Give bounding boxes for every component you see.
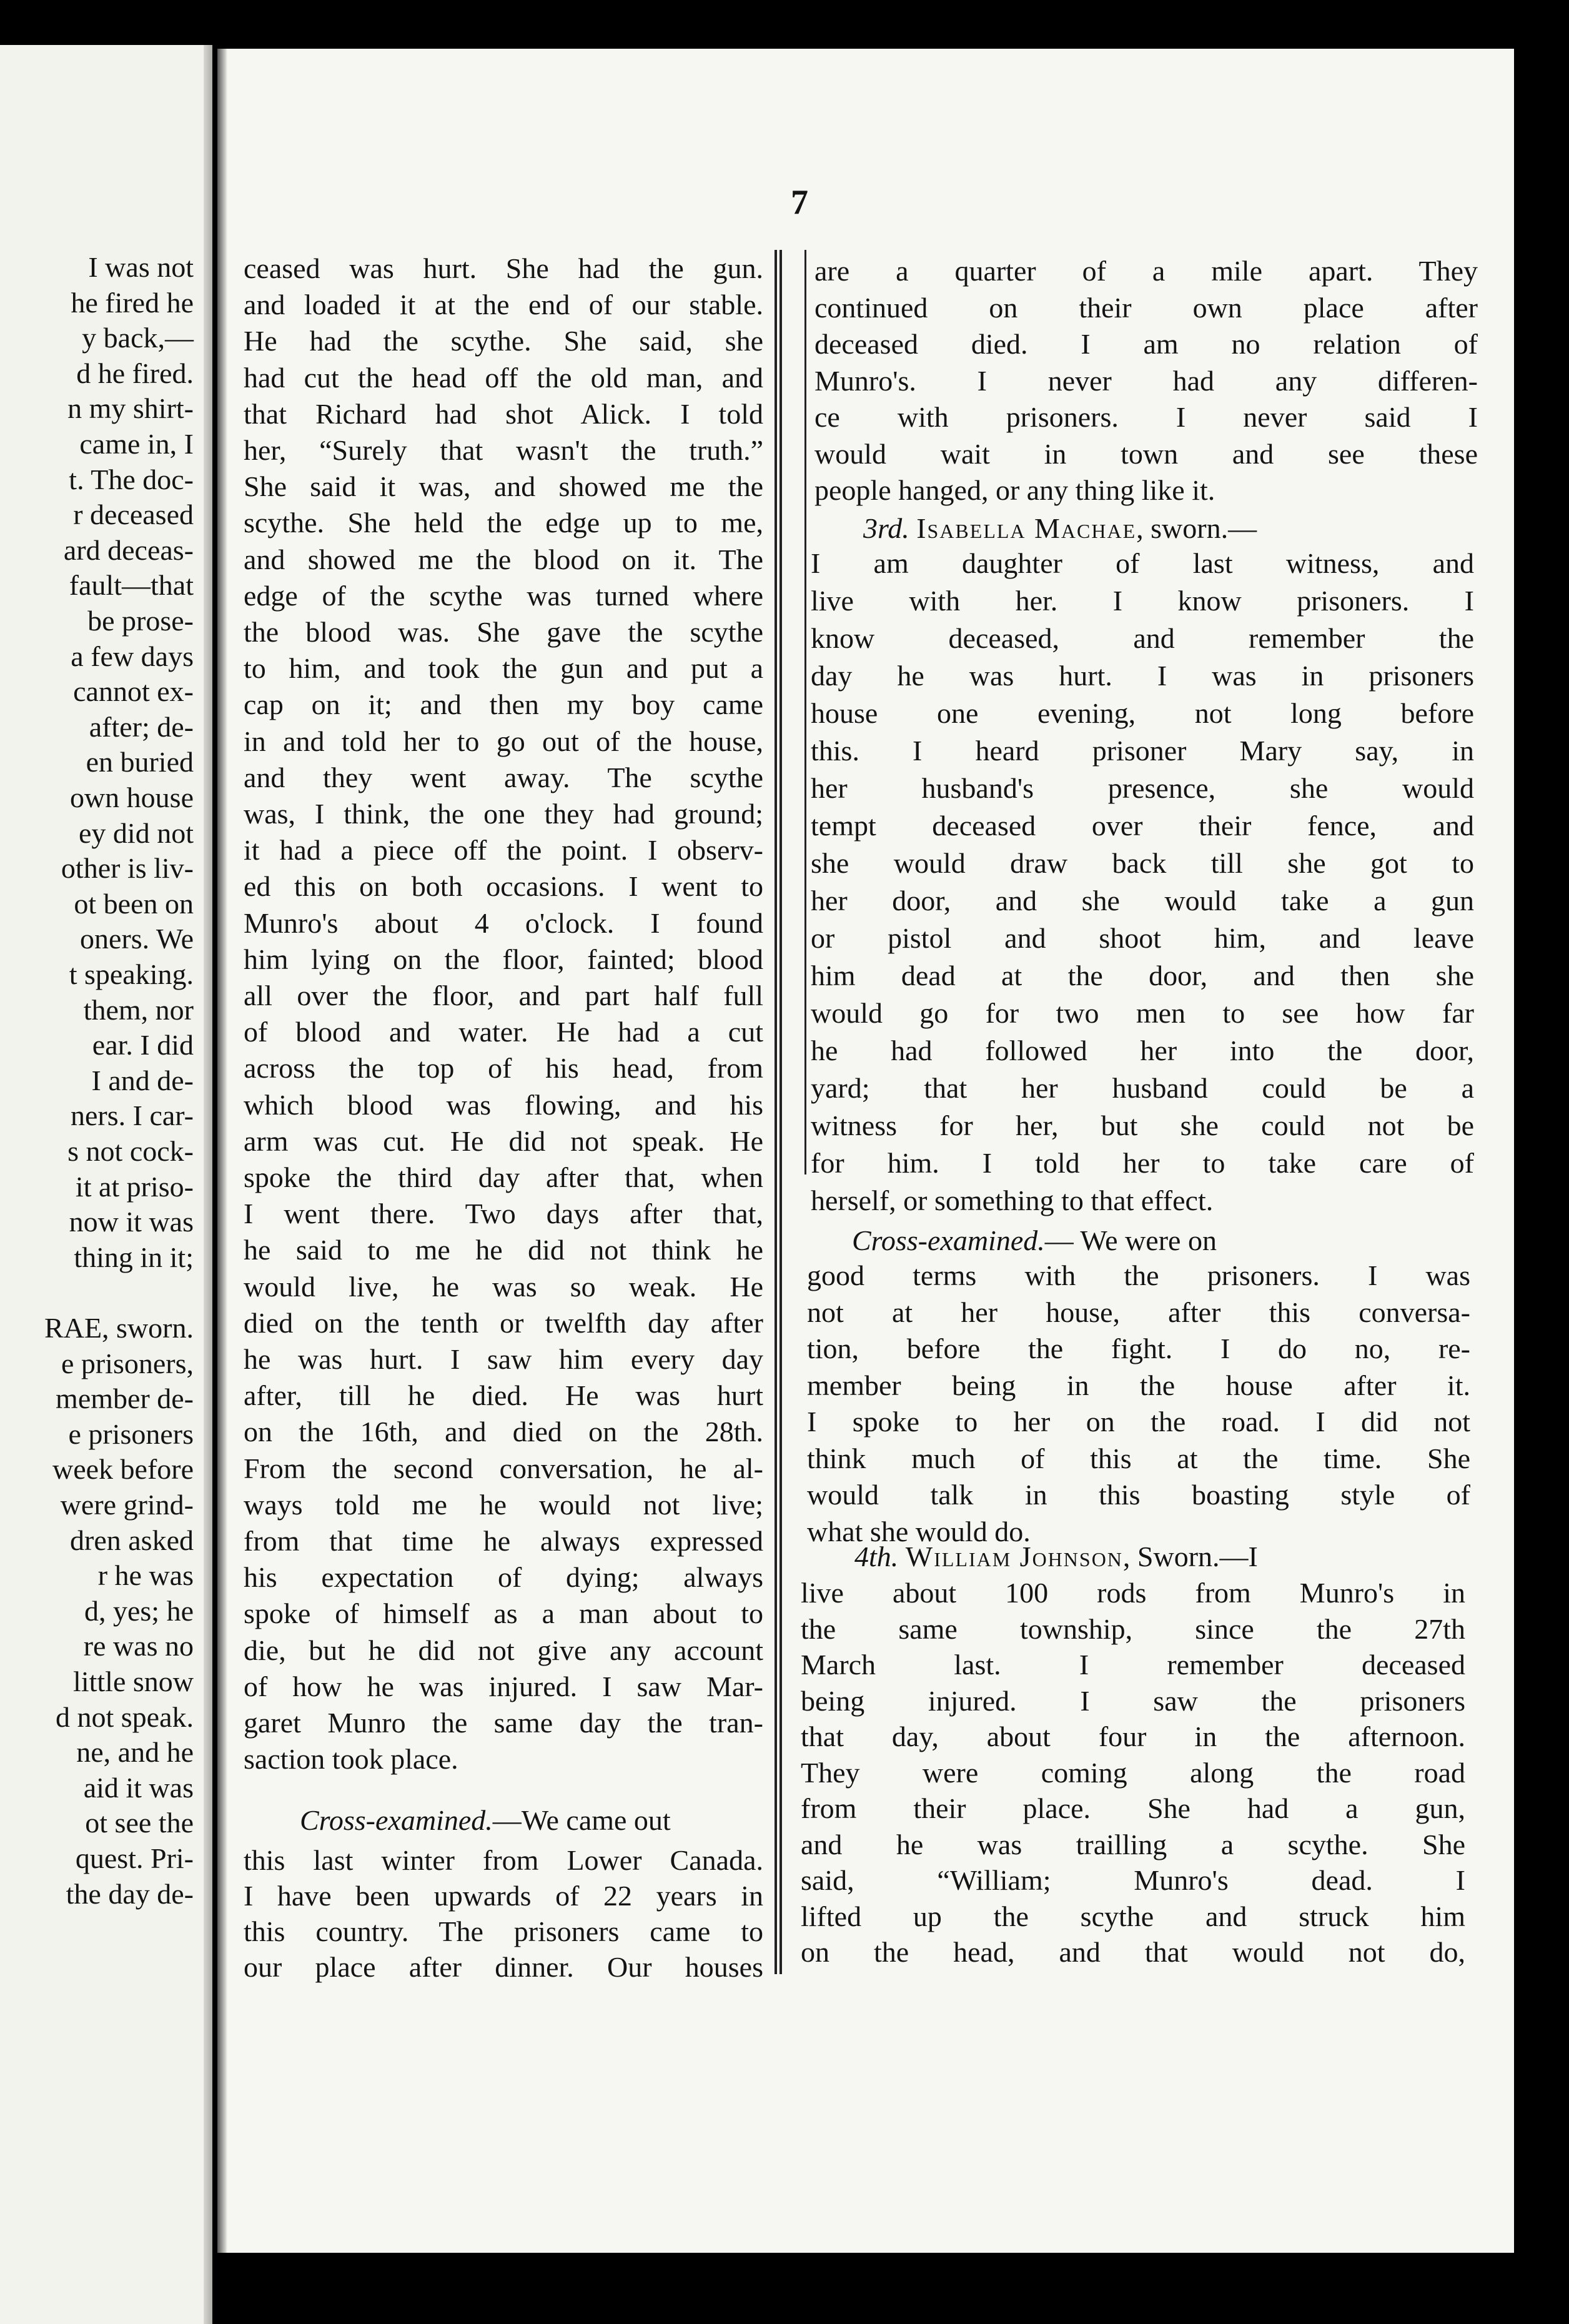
column-1-line: and loaded it at the end of our stable.: [244, 289, 763, 321]
witness-3-sworn: , sworn.—: [1136, 512, 1257, 544]
left-fragment-line: he fired he: [71, 286, 194, 319]
column-2-line: know deceased, and remember the: [811, 622, 1474, 654]
left-fragment-line: came in, I: [79, 428, 194, 460]
column-2-line: continued on their own place after: [814, 291, 1478, 324]
column-2-line: her husband's presence, she would: [811, 772, 1474, 804]
column-2-line: I spoke to her on the road. I did not: [807, 1406, 1470, 1438]
column-1-line: arm was cut. He did not speak. He: [244, 1125, 763, 1157]
column-1-line: it had a piece off the point. I observ-: [244, 834, 763, 867]
column-1-line: was, I think, the one they had ground;: [244, 798, 763, 830]
witness-3-heading: [813, 510, 1477, 547]
column-1-line: ceased was hurt. She had the gun.: [244, 252, 763, 284]
column-1-line: this last winter from Lower Canada.: [244, 1844, 763, 1876]
left-fragment-line: I was not: [88, 251, 194, 283]
left-fragment-line: y back,—: [82, 322, 194, 354]
column-2-line: deceased died. I am no relation of: [814, 328, 1478, 360]
column-2-line: tion, before the fight. I do no, re-: [807, 1333, 1470, 1364]
column-2-line: from their place. She had a gun,: [801, 1792, 1465, 1824]
witness-3-name: Isabella Machae: [916, 512, 1137, 544]
column-1-line: saction took place.: [244, 1743, 458, 1775]
cross-examined-text-1: —We came out: [492, 1804, 671, 1836]
right-page: [217, 49, 1514, 2253]
column-1-line: of how he was injured. I saw Mar-: [244, 1670, 763, 1702]
column-2-line: house one evening, not long before: [811, 697, 1474, 729]
column-1-line: cap on it; and then my boy came: [244, 688, 763, 721]
column-1-line: and showed me the blood on it. The: [244, 543, 763, 575]
left-fragment-line: thing in it;: [74, 1241, 194, 1273]
column-1-line: of blood and water. He had a cut: [244, 1016, 763, 1048]
column-2-line: he had followed her into the door,: [811, 1035, 1474, 1066]
column-2-line: or pistol and shoot him, and leave: [811, 922, 1474, 954]
cross-examined-label-2: Cross-examined.: [852, 1224, 1045, 1256]
column-2-line: good terms with the prisoners. I was: [807, 1259, 1470, 1291]
left-fragment-line: member de-: [56, 1383, 194, 1415]
column-1-line: that Richard had shot Alick. I told: [244, 397, 763, 430]
column-2-line: ce with prisoners. I never said I: [814, 401, 1478, 433]
column-2-line: Munro's. I never had any differen-: [814, 364, 1478, 397]
left-fragment-line: a few days: [71, 640, 194, 672]
column-2-line: him dead at the door, and then she: [811, 960, 1474, 991]
column-1-line: She said it was, and showed me the: [244, 470, 763, 503]
page-number: 7: [791, 183, 808, 222]
left-fragment-line: now it was: [69, 1206, 194, 1238]
left-fragment-line: d, yes; he: [84, 1594, 194, 1627]
column-1-line: had cut the head off the old man, and: [244, 361, 763, 394]
left-fragment-line: ners. I car-: [70, 1100, 194, 1132]
left-page-fragment: [0, 45, 212, 2324]
column-1-line: in and told her to go out of the house,: [244, 725, 763, 757]
left-fragment-line: d not speak.: [55, 1701, 194, 1733]
column-1-line: after, till he died. He was hurt: [244, 1379, 763, 1412]
column-2-line: being injured. I saw the prisoners: [801, 1684, 1465, 1717]
column-2-line: I am daughter of last witness, and: [811, 547, 1474, 579]
column-2-line: would wait in town and see these: [814, 437, 1478, 470]
column-2-line: that day, about four in the afternoon.: [801, 1721, 1465, 1752]
column-1-line: across the top of his head, from: [244, 1052, 763, 1085]
column-2-line: They were coming along the road: [801, 1756, 1465, 1789]
column-2-line: she would draw back till she got to: [811, 847, 1474, 879]
left-fragment-line: them, nor: [83, 993, 194, 1026]
cross-examined-1: [270, 1802, 763, 1839]
left-fragment-line: other is liv-: [61, 852, 194, 885]
left-fragment-line: were grind-: [60, 1489, 194, 1521]
left-fragment-line: en buried: [86, 746, 194, 778]
column-2-line: said, “William; Munro's dead. I: [801, 1864, 1465, 1896]
left-fragment-line: s not cock-: [67, 1135, 194, 1167]
column-1-line: ways told me he would not live;: [244, 1488, 763, 1521]
cross-examined-text-2: — We were on: [1044, 1224, 1217, 1256]
left-fragment-line: re was no: [83, 1630, 194, 1662]
cross-examined-2: [804, 1222, 1468, 1259]
column-2-line: tempt deceased over their fence, and: [811, 810, 1474, 842]
column-1-line: I went there. Two days after that,: [244, 1198, 763, 1230]
column-1-line: the blood was. She gave the scythe: [244, 616, 763, 648]
left-fragment-line: I and de-: [91, 1064, 194, 1096]
left-fragment-line: week before: [52, 1453, 194, 1486]
column-2-line: not at her house, after this conversa-: [807, 1296, 1470, 1328]
column-2-line: this. I heard prisoner Mary say, in: [811, 735, 1474, 767]
left-fragment-line: ey did not: [79, 817, 194, 849]
witness-3-ordinal: 3rd.: [863, 512, 909, 544]
left-fragment-line: e prisoners,: [61, 1347, 194, 1379]
column-1-line: spoke of himself as a man about to: [244, 1597, 763, 1630]
column-2-line: March last. I remember deceased: [801, 1649, 1465, 1681]
column-2-line: would talk in this boasting style of: [807, 1479, 1470, 1511]
column-1-line: would live, he was so weak. He: [244, 1270, 763, 1303]
column-rule-1b: [780, 250, 782, 1974]
left-fragment-line: ne, and he: [76, 1736, 194, 1769]
witness-4-heading: [802, 1538, 1467, 1576]
left-fragment-line: r deceased: [73, 499, 194, 531]
column-1-line: from that time he always expressed: [244, 1525, 763, 1557]
column-2-line: day he was hurt. I was in prisoners: [811, 660, 1474, 692]
left-fragment-line: cannot ex-: [73, 675, 194, 708]
left-fragment-line: e prisoners: [68, 1418, 194, 1450]
spine-shadow: [217, 49, 227, 2253]
left-fragment-line: r he was: [97, 1559, 194, 1592]
column-2-line: witness for her, but she could not be: [811, 1110, 1474, 1141]
column-1-line: edge of the scythe was turned where: [244, 579, 763, 612]
cross-examined-label-1: Cross-examined.: [300, 1804, 493, 1836]
left-fragment-line: d he fired.: [76, 357, 194, 389]
column-1-line: garet Munro the same day the tran-: [244, 1707, 763, 1739]
column-2-line: the same township, since the 27th: [801, 1612, 1465, 1645]
column-1-line: this country. The prisoners came to: [244, 1915, 763, 1947]
witness-4-sworn: , Sworn.—I: [1122, 1541, 1258, 1572]
column-1-line: he said to me he did not think he: [244, 1234, 763, 1266]
column-1-line: his expectation of dying; always: [244, 1561, 763, 1594]
column-2-line: her door, and she would take a gun: [811, 885, 1474, 916]
column-1-line: all over the floor, and part half full: [244, 980, 763, 1011]
left-fragment-line: the day de-: [66, 1877, 194, 1910]
left-page-gutter: [204, 45, 212, 2324]
left-fragment-line: quest. Pri-: [75, 1842, 194, 1874]
left-fragment-line: aid it was: [83, 1771, 194, 1804]
left-fragment-line: ear. I did: [92, 1029, 194, 1061]
column-2-line: yard; that her husband could be a: [811, 1072, 1474, 1104]
column-2-line: live about 100 rods from Munro's in: [801, 1577, 1465, 1609]
witness-4-name: William Johnson: [905, 1541, 1123, 1572]
column-2-line: and he was trailling a scythe. She: [801, 1828, 1465, 1860]
column-2-line: for him. I told her to take care of: [811, 1147, 1474, 1179]
left-fragment-line: be prose-: [87, 605, 194, 637]
left-fragment-line: little snow: [73, 1666, 194, 1697]
left-fragment-line: own house: [69, 782, 194, 813]
left-fragment-line: RAE, sworn.: [44, 1312, 194, 1344]
column-1-line: he was hurt. I saw him every day: [244, 1343, 763, 1375]
column-2-line: what she would do.: [807, 1515, 1031, 1547]
column-1-line: to him, and took the gun and put a: [244, 652, 763, 685]
left-fragment-line: after; de-: [89, 710, 194, 743]
column-1-line: I have been upwards of 22 years in: [244, 1880, 763, 1912]
column-1-line: spoke the third day after that, when: [244, 1161, 763, 1193]
column-1-line: die, but he did not give any account: [244, 1634, 763, 1666]
left-fragment-line: ot see the: [85, 1807, 194, 1839]
column-1-line: him lying on the floor, fainted; blood: [244, 943, 763, 975]
column-1-line: our place after dinner. Our houses: [244, 1951, 763, 1983]
column-2-line: member being in the house after it.: [807, 1369, 1470, 1401]
left-fragment-line: oners. We: [80, 923, 194, 955]
column-2-line: herself, or something to that effect.: [811, 1184, 1214, 1216]
column-1-line: From the second conversation, he al-: [244, 1452, 763, 1484]
column-2-line: would go for two men to see how far: [811, 997, 1474, 1029]
left-fragment-line: ard deceas-: [63, 534, 194, 566]
column-1-line: her, “Surely that wasn't the truth.”: [244, 434, 763, 466]
column-2-line: think much of this at the time. She: [807, 1442, 1470, 1474]
left-fragment-line: dren asked: [70, 1524, 194, 1556]
left-fragment-line: n my shirt-: [67, 392, 194, 425]
witness-4-ordinal: 4th.: [854, 1541, 899, 1572]
column-1-line: Munro's about 4 o'clock. I found: [244, 906, 763, 939]
column-2-line: on the head, and that would not do,: [801, 1936, 1465, 1968]
column-2-line: lifted up the scythe and struck him: [801, 1900, 1465, 1932]
column-1-line: ed this on both occasions. I went to: [244, 870, 763, 903]
column-2-line: are a quarter of a mile apart. They: [814, 255, 1478, 287]
column-1-line: on the 16th, and died on the 28th.: [244, 1416, 763, 1448]
column-2-line: people hanged, or any thing like it.: [814, 474, 1215, 506]
column-1-line: died on the tenth or twelfth day after: [244, 1306, 763, 1339]
column-1-line: scythe. She held the edge up to me,: [244, 507, 763, 539]
column-rule-2: [804, 250, 806, 1174]
column-2-line: live with her. I know prisoners. I: [811, 585, 1474, 617]
column-1-line: and they went away. The scythe: [244, 761, 763, 793]
column-1-line: which blood was flowing, and his: [244, 1088, 763, 1121]
column-1-line: He had the scythe. She said, she: [244, 325, 763, 357]
left-fragment-line: t. The doc-: [69, 463, 194, 495]
column-rule-1: [775, 250, 777, 1974]
left-fragment-line: t speaking.: [69, 958, 194, 990]
left-fragment-line: fault—that: [69, 569, 194, 602]
left-fragment-line: ot been on: [74, 887, 194, 920]
left-fragment-line: it at priso-: [75, 1170, 194, 1203]
